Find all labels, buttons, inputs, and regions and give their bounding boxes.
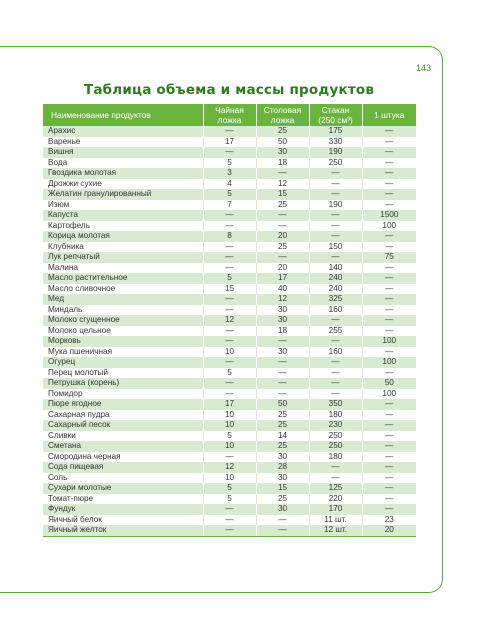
product-name: Сухари молотые	[43, 483, 203, 494]
glass-value: 240	[309, 284, 362, 295]
product-name: Мука пшеничная	[43, 347, 203, 358]
tablespoon-value: 50	[256, 399, 309, 410]
product-name: Сахарная пудра	[43, 410, 203, 421]
product-name: Сливки	[43, 431, 203, 442]
product-name: Корица молотая	[43, 231, 203, 242]
table-row	[43, 252, 416, 263]
piece-value: —	[362, 368, 416, 379]
glass-value: 180	[309, 410, 362, 421]
teaspoon-value: —	[203, 525, 256, 536]
teaspoon-value: —	[203, 252, 256, 263]
table-row	[43, 179, 416, 190]
tablespoon-value: 25	[256, 410, 309, 421]
table-row	[43, 242, 416, 253]
teaspoon-value: —	[203, 305, 256, 316]
glass-value: 150	[309, 242, 362, 253]
product-name: Дрожжи сухие	[43, 179, 203, 190]
piece-value: 75	[362, 252, 416, 263]
glass-value: —	[309, 189, 362, 200]
product-name: Огурец	[43, 357, 203, 368]
tablespoon-value: 18	[256, 326, 309, 337]
product-name: Клубника	[43, 242, 203, 253]
teaspoon-value: —	[203, 294, 256, 305]
product-name: Желатин гранулированный	[43, 189, 203, 200]
glass-value: 250	[309, 431, 362, 442]
table-body	[43, 126, 416, 536]
piece-value: —	[362, 462, 416, 473]
product-name: Арахис	[43, 126, 203, 137]
teaspoon-value: 5	[203, 158, 256, 169]
product-name: Масло сливочное	[43, 284, 203, 295]
tablespoon-value: —	[256, 252, 309, 263]
product-name: Томат-пюре	[43, 494, 203, 505]
piece-value: —	[362, 158, 416, 169]
glass-value: 250	[309, 441, 362, 452]
teaspoon-value: 10	[203, 410, 256, 421]
tablespoon-value: 30	[256, 452, 309, 463]
teaspoon-value: —	[203, 221, 256, 232]
glass-value: —	[309, 252, 362, 263]
table-row	[43, 294, 416, 305]
tablespoon-value: —	[256, 210, 309, 221]
teaspoon-value: 5	[203, 368, 256, 379]
tablespoon-value: —	[256, 515, 309, 526]
glass-value: 12 шт.	[309, 525, 362, 536]
product-name: Миндаль	[43, 305, 203, 316]
glass-value: —	[309, 231, 362, 242]
piece-value: —	[362, 326, 416, 337]
product-name: Пюре ягодное	[43, 399, 203, 410]
glass-value: —	[309, 378, 362, 389]
table-row	[43, 389, 416, 400]
product-name: Мед	[43, 294, 203, 305]
product-name: Гвоздика молотая	[43, 168, 203, 179]
table-row	[43, 315, 416, 326]
product-name: Помидор	[43, 389, 203, 400]
teaspoon-value: 5	[203, 273, 256, 284]
piece-value: —	[362, 294, 416, 305]
tablespoon-value: 30	[256, 315, 309, 326]
piece-value: —	[362, 315, 416, 326]
teaspoon-value: —	[203, 357, 256, 368]
table-row	[43, 326, 416, 337]
header-name: Наименование продуктов	[43, 104, 203, 126]
piece-value: —	[362, 305, 416, 316]
tablespoon-value: 25	[256, 494, 309, 505]
table-row	[43, 200, 416, 211]
tablespoon-value: 15	[256, 483, 309, 494]
tablespoon-value: 30	[256, 347, 309, 358]
teaspoon-value: 12	[203, 315, 256, 326]
tablespoon-value: —	[256, 368, 309, 379]
table-row	[43, 378, 416, 389]
product-name: Изюм	[43, 200, 203, 211]
product-name: Яичный белок	[43, 515, 203, 526]
piece-value: —	[362, 231, 416, 242]
product-name: Масло растительное	[43, 273, 203, 284]
tablespoon-value: —	[256, 378, 309, 389]
table-row	[43, 452, 416, 463]
glass-value: —	[309, 357, 362, 368]
teaspoon-value: 5	[203, 431, 256, 442]
teaspoon-value: 5	[203, 189, 256, 200]
glass-value: 220	[309, 494, 362, 505]
product-name: Фундук	[43, 504, 203, 515]
piece-value: —	[362, 504, 416, 515]
glass-value: —	[309, 168, 362, 179]
piece-value: —	[362, 126, 416, 137]
piece-value: 100	[362, 389, 416, 400]
table-row	[43, 473, 416, 484]
piece-value: —	[362, 347, 416, 358]
tablespoon-value: 12	[256, 294, 309, 305]
tablespoon-value: —	[256, 168, 309, 179]
teaspoon-value: —	[203, 263, 256, 274]
table-row	[43, 284, 416, 295]
piece-value: —	[362, 189, 416, 200]
teaspoon-value: —	[203, 378, 256, 389]
piece-value: —	[362, 420, 416, 431]
table-row	[43, 483, 416, 494]
glass-value: 190	[309, 147, 362, 158]
tablespoon-value: 30	[256, 473, 309, 484]
piece-value: 20	[362, 525, 416, 536]
tablespoon-value: 25	[256, 420, 309, 431]
piece-value: —	[362, 137, 416, 148]
glass-value: 255	[309, 326, 362, 337]
product-name: Вода	[43, 158, 203, 169]
table-row	[43, 347, 416, 358]
tablespoon-value: 20	[256, 263, 309, 274]
glass-value: 250	[309, 158, 362, 169]
teaspoon-value: —	[203, 147, 256, 158]
tablespoon-value: 20	[256, 231, 309, 242]
product-name: Молоко цельное	[43, 326, 203, 337]
glass-value: —	[309, 389, 362, 400]
teaspoon-value: —	[203, 210, 256, 221]
table-row	[43, 399, 416, 410]
piece-value: —	[362, 431, 416, 442]
tablespoon-value: —	[256, 336, 309, 347]
tablespoon-value: —	[256, 525, 309, 536]
page-number: 143	[416, 63, 432, 73]
product-name: Капуста	[43, 210, 203, 221]
glass-value: 240	[309, 273, 362, 284]
piece-value: 23	[362, 515, 416, 526]
table-row	[43, 441, 416, 452]
tablespoon-value: 15	[256, 189, 309, 200]
product-name: Картофель	[43, 221, 203, 232]
teaspoon-value: 10	[203, 441, 256, 452]
header-teaspoon: Чайная ложка	[203, 104, 256, 126]
piece-value: 50	[362, 378, 416, 389]
teaspoon-value: 10	[203, 347, 256, 358]
teaspoon-value: 8	[203, 231, 256, 242]
table-row	[43, 420, 416, 431]
piece-value: —	[362, 452, 416, 463]
piece-value: —	[362, 200, 416, 211]
header-tablespoon: Столовая ложка	[256, 104, 309, 126]
glass-value: 230	[309, 420, 362, 431]
table-row	[43, 431, 416, 442]
table-row	[43, 147, 416, 158]
table-row	[43, 410, 416, 421]
table-row	[43, 368, 416, 379]
piece-value: 100	[362, 357, 416, 368]
glass-value: 140	[309, 263, 362, 274]
piece-value: —	[362, 441, 416, 452]
tablespoon-value: 14	[256, 431, 309, 442]
glass-value: 11 шт.	[309, 515, 362, 526]
teaspoon-value: 12	[203, 462, 256, 473]
piece-value: 1500	[362, 210, 416, 221]
tablespoon-value: 30	[256, 504, 309, 515]
glass-value: 170	[309, 504, 362, 515]
teaspoon-value: —	[203, 504, 256, 515]
table-row	[43, 210, 416, 221]
glass-value: —	[309, 368, 362, 379]
glass-value: —	[309, 462, 362, 473]
table-row	[43, 126, 416, 137]
product-name: Лук репчатый	[43, 252, 203, 263]
table-row	[43, 273, 416, 284]
teaspoon-value: 3	[203, 168, 256, 179]
teaspoon-value: —	[203, 242, 256, 253]
product-name: Перец молотый	[43, 368, 203, 379]
glass-value: 180	[309, 452, 362, 463]
teaspoon-value: —	[203, 326, 256, 337]
table-row	[43, 168, 416, 179]
header-piece: 1 штука	[362, 104, 416, 126]
glass-value: —	[309, 473, 362, 484]
table-row	[43, 137, 416, 148]
piece-value: —	[362, 399, 416, 410]
product-name: Морковь	[43, 336, 203, 347]
glass-value: 350	[309, 399, 362, 410]
tablespoon-value: 50	[256, 137, 309, 148]
piece-value: —	[362, 273, 416, 284]
table-row	[43, 515, 416, 526]
piece-value: —	[362, 147, 416, 158]
glass-value: 160	[309, 305, 362, 316]
table-row	[43, 263, 416, 274]
piece-value: —	[362, 168, 416, 179]
teaspoon-value: 5	[203, 494, 256, 505]
teaspoon-value: 15	[203, 284, 256, 295]
tablespoon-value: —	[256, 389, 309, 400]
header-glass: Стакан (250 см³)	[309, 104, 362, 126]
glass-value: 125	[309, 483, 362, 494]
piece-value: —	[362, 473, 416, 484]
tablespoon-value: 25	[256, 441, 309, 452]
piece-value: —	[362, 242, 416, 253]
teaspoon-value: 4	[203, 179, 256, 190]
product-name: Сахарный песок	[43, 420, 203, 431]
tablespoon-value: 18	[256, 158, 309, 169]
teaspoon-value: 10	[203, 473, 256, 484]
glass-value: —	[309, 315, 362, 326]
product-name: Соль	[43, 473, 203, 484]
glass-value: 190	[309, 200, 362, 211]
product-name: Молоко сгущенное	[43, 315, 203, 326]
table-row	[43, 189, 416, 200]
teaspoon-value: —	[203, 126, 256, 137]
tablespoon-value: 28	[256, 462, 309, 473]
table-row	[43, 231, 416, 242]
glass-value: 330	[309, 137, 362, 148]
table-row	[43, 158, 416, 169]
piece-value: —	[362, 483, 416, 494]
glass-value: 325	[309, 294, 362, 305]
piece-value: —	[362, 494, 416, 505]
table-row	[43, 462, 416, 473]
tablespoon-value: 30	[256, 147, 309, 158]
piece-value: —	[362, 179, 416, 190]
tablespoon-value: —	[256, 357, 309, 368]
table-row	[43, 305, 416, 316]
table-row	[43, 525, 416, 536]
table-row	[43, 504, 416, 515]
teaspoon-value: —	[203, 452, 256, 463]
product-name: Варенье	[43, 137, 203, 148]
table-row	[43, 221, 416, 232]
piece-value: 100	[362, 336, 416, 347]
page-title: Таблица объема и массы продуктов	[83, 82, 375, 98]
tablespoon-value: 12	[256, 179, 309, 190]
table-row	[43, 494, 416, 505]
glass-value: —	[309, 336, 362, 347]
tablespoon-value: —	[256, 221, 309, 232]
teaspoon-value: 10	[203, 420, 256, 431]
piece-value: —	[362, 263, 416, 274]
table-row	[43, 336, 416, 347]
glass-value: —	[309, 221, 362, 232]
teaspoon-value: —	[203, 515, 256, 526]
tablespoon-value: 17	[256, 273, 309, 284]
teaspoon-value: 5	[203, 483, 256, 494]
teaspoon-value: 17	[203, 399, 256, 410]
volume-mass-table	[43, 104, 416, 537]
product-name: Вишня	[43, 147, 203, 158]
product-name: Смородина черная	[43, 452, 203, 463]
teaspoon-value: 17	[203, 137, 256, 148]
tablespoon-value: 25	[256, 242, 309, 253]
tablespoon-value: 25	[256, 200, 309, 211]
teaspoon-value: —	[203, 389, 256, 400]
product-name: Малина	[43, 263, 203, 274]
tablespoon-value: 30	[256, 305, 309, 316]
teaspoon-value: 7	[203, 200, 256, 211]
product-name: Сода пищевая	[43, 462, 203, 473]
glass-value: 175	[309, 126, 362, 137]
piece-value: —	[362, 410, 416, 421]
table-row	[43, 357, 416, 368]
tablespoon-value: 25	[256, 126, 309, 137]
table-header-row	[43, 104, 416, 126]
piece-value: —	[362, 284, 416, 295]
glass-value: —	[309, 179, 362, 190]
teaspoon-value: —	[203, 336, 256, 347]
glass-value: 160	[309, 347, 362, 358]
tablespoon-value: 40	[256, 284, 309, 295]
glass-value: —	[309, 210, 362, 221]
product-name: Яичный желток	[43, 525, 203, 536]
piece-value: 100	[362, 221, 416, 232]
product-name: Петрушка (корень)	[43, 378, 203, 389]
product-name: Сметана	[43, 441, 203, 452]
